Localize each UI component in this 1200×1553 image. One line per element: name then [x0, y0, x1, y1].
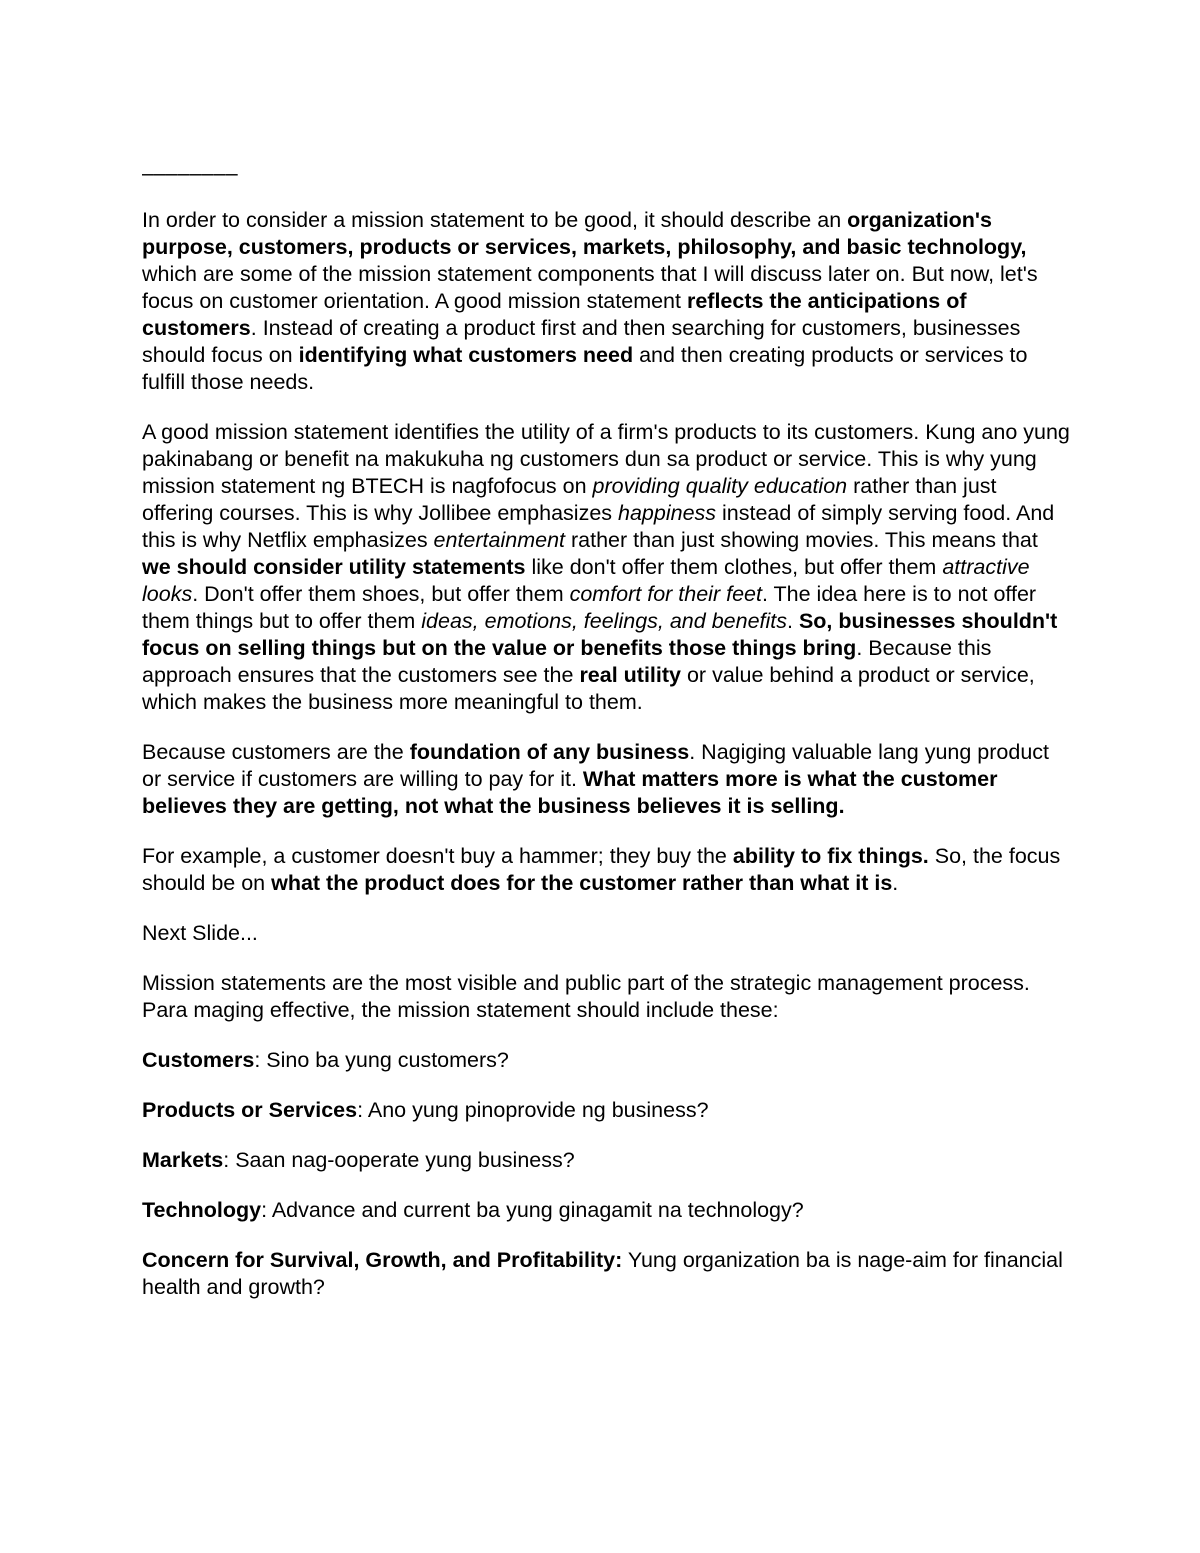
italic-text-run: providing quality education — [592, 474, 848, 498]
paragraph-mission-components-intro — [142, 970, 1072, 1024]
component-technology — [142, 1197, 1072, 1224]
component-markets — [142, 1147, 1072, 1174]
bold-text-run: Products or Services — [142, 1098, 358, 1122]
text-run: : Saan nag-ooperate yung business? — [223, 1148, 575, 1172]
paragraph-next-slide — [142, 920, 1072, 947]
paragraph-foundation — [142, 739, 1072, 820]
text-run: or value behind a product or service, which makes the business more meaningful to them. — [142, 663, 1035, 714]
text-run: Because customers are the — [142, 740, 410, 764]
bold-text-run: What matters more is what the customer believes they are getting, not what the business believes it is selling. — [142, 767, 998, 818]
italic-text-run: ideas, emotions, feelings, and benefits — [421, 609, 787, 633]
component-customers — [142, 1047, 1072, 1074]
bold-text-run: identifying what customers need — [298, 343, 634, 367]
component-products-services — [142, 1097, 1072, 1124]
text-run: In order to consider a mission statement to be good, it should describe an — [142, 208, 848, 232]
italic-text-run: entertainment — [433, 528, 566, 552]
component-survival-growth-profitability — [142, 1247, 1072, 1301]
text-run: . Nagiging valuable lang yung product or service if customers are willing to pay for it. — [142, 740, 1049, 791]
bold-text-run: we should consider utility statements — [142, 555, 526, 579]
bold-text-run: foundation of any business — [409, 740, 690, 764]
bold-text-run: Customers — [142, 1048, 255, 1072]
text-run: . — [892, 871, 899, 895]
bold-text-run: So, businesses shouldn't focus on selling things but on the value or benefits those things bring — [142, 609, 1058, 660]
paragraph-utility — [142, 419, 1072, 716]
bold-text-run: what the product does for the customer rather than what it is — [271, 871, 893, 895]
paragraph-good-mission-statement — [142, 207, 1072, 396]
italic-text-run: comfort for their feet — [569, 582, 762, 606]
text-run: A good mission statement identifies the utility of a firm's products to its customers. Kung ano yung pakinabang or benefit na makukuha ng customers dun sa product or service. This is why yung mission statement ng BTECH is nagfofocus on — [142, 420, 1070, 498]
bold-text-run: organization's purpose, customers, products or services, markets, philosophy, and basic technology, — [142, 208, 1027, 259]
text-run: . The idea here is to not offer them things but to offer them — [142, 582, 1037, 633]
bold-text-run: Concern for Survival, Growth, and Profitability: — [142, 1248, 623, 1272]
text-run: rather than just showing movies. This means that — [565, 528, 1038, 552]
text-run: . — [787, 609, 799, 633]
text-run: : Sino ba yung customers? — [254, 1048, 509, 1072]
text-run: So, the focus should be on — [142, 844, 1061, 895]
paragraph-example — [142, 843, 1072, 897]
text-run: Next Slide... — [142, 921, 258, 945]
text-run: like don't offer them clothes, but offer them — [525, 555, 943, 579]
document-page — [142, 160, 1072, 1324]
bold-text-run: ability to fix things. — [732, 844, 929, 868]
text-run: instead of simply serving food. And this is why Netflix emphasizes — [142, 501, 1055, 552]
text-run: Yung organization ba is nage-aim for financial health and growth? — [142, 1248, 1063, 1299]
text-run: . Don't offer them shoes, but offer them — [192, 582, 570, 606]
text-run: : Advance and current ba yung ginagamit na technology? — [261, 1198, 804, 1222]
text-run: rather than just offering courses. This is why Jollibee emphasizes — [142, 474, 997, 525]
bold-text-run: Markets — [142, 1148, 224, 1172]
text-run: which are some of the mission statement components that I will discuss later on. But now, let's focus on customer orientation. A good mission statement — [142, 262, 1038, 313]
text-run: Mission statements are the most visible and public part of the strategic management process. Para maging effective, the mission statement should include these: — [142, 971, 1030, 1022]
text-run: : Ano yung pinoprovide ng business? — [357, 1098, 709, 1122]
bold-text-run: real utility — [579, 663, 681, 687]
text-run: . Instead of creating a product first and then searching for customers, businesses should focus on — [142, 316, 1021, 367]
bold-text-run: reflects the anticipations of customers — [142, 289, 967, 340]
bold-text-run: Technology — [142, 1198, 262, 1222]
text-run: . Because this approach ensures that the customers see the — [142, 636, 992, 687]
italic-text-run: happiness — [618, 501, 717, 525]
text-run: For example, a customer doesn't buy a hammer; they buy the — [142, 844, 733, 868]
text-run: and then creating products or services to fulfill those needs. — [142, 343, 1028, 394]
italic-text-run: attractive looks — [142, 555, 1030, 606]
separator-line: –––––––– — [142, 161, 238, 185]
